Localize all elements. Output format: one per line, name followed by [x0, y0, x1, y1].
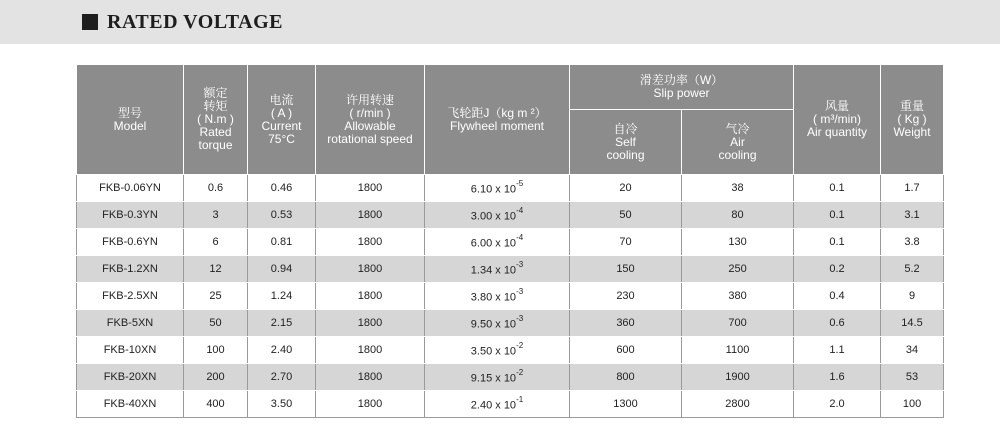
- section-title: [82, 8, 283, 36]
- header-slip-zh: 滑差功率（W）: [639, 73, 724, 87]
- section-title-text: RATED VOLTAGE: [107, 10, 283, 33]
- header-flywheel: [425, 65, 570, 175]
- cell-torque: 50: [184, 310, 248, 337]
- cell-air: 38: [682, 175, 794, 202]
- cell-model: FKB-0.06YN: [77, 175, 184, 202]
- header-weight-en: ( Kg ) Weight: [893, 112, 931, 139]
- header-model-en: Model: [113, 118, 147, 133]
- flywheel-mantissa: 2.40 x 10: [470, 399, 517, 412]
- header-speed-en: ( r/min ) Allowable rotational speed: [327, 105, 413, 146]
- table-body: [77, 175, 944, 418]
- flywheel-exponent: -3: [516, 286, 524, 296]
- header-airq-en: Air quantity: [807, 125, 868, 139]
- cell-airq: 1.1: [794, 337, 881, 364]
- cell-self: 150: [570, 256, 682, 283]
- cell-speed: 1800: [316, 310, 425, 337]
- rated-voltage-table: [76, 64, 944, 418]
- cell-self: 800: [570, 364, 682, 391]
- cell-current: 0.81: [248, 229, 316, 256]
- cell-flywheel: [425, 391, 570, 418]
- cell-air: 2800: [682, 391, 794, 418]
- cell-model: FKB-20XN: [77, 364, 184, 391]
- header-torque: [184, 65, 248, 175]
- cell-airq: 1.6: [794, 364, 881, 391]
- table-row: [77, 391, 944, 418]
- table-row: [77, 337, 944, 364]
- cell-speed: 1800: [316, 175, 425, 202]
- flywheel-mantissa: 3.80 x 10: [470, 291, 517, 304]
- header-air-quantity: [794, 65, 881, 175]
- header-self-zh: 自冷: [613, 121, 638, 136]
- header-flywheel-en: Flywheel moment: [449, 118, 545, 133]
- cell-model: FKB-5XN: [77, 310, 184, 337]
- cell-speed: 1800: [316, 256, 425, 283]
- flywheel-exponent: -3: [516, 259, 524, 269]
- cell-self: 360: [570, 310, 682, 337]
- cell-model: FKB-10XN: [77, 337, 184, 364]
- cell-weight: 34: [881, 337, 944, 364]
- cell-flywheel: [425, 229, 570, 256]
- cell-model: FKB-1.2XN: [77, 256, 184, 283]
- header-current-en: ( A ) Current 75°C: [261, 105, 302, 146]
- header-self-cooling: [570, 110, 682, 175]
- cell-torque: 200: [184, 364, 248, 391]
- cell-torque: 0.6: [184, 175, 248, 202]
- cell-torque: 3: [184, 202, 248, 229]
- header-weight-zh: 重量: [900, 99, 925, 113]
- cell-self: 70: [570, 229, 682, 256]
- cell-self: 50: [570, 202, 682, 229]
- cell-air: 380: [682, 283, 794, 310]
- header-slip-power: [570, 65, 794, 110]
- flywheel-mantissa: 1.34 x 10: [470, 264, 517, 277]
- header-self-en: Self cooling: [606, 134, 645, 162]
- cell-self: 600: [570, 337, 682, 364]
- cell-airq: 0.4: [794, 283, 881, 310]
- cell-airq: 0.2: [794, 256, 881, 283]
- cell-torque: 25: [184, 283, 248, 310]
- cell-current: 2.15: [248, 310, 316, 337]
- header-air-zh: 气冷: [725, 121, 750, 136]
- flywheel-exponent: -4: [516, 232, 524, 242]
- table-row: [77, 283, 944, 310]
- cell-speed: 1800: [316, 283, 425, 310]
- cell-torque: 100: [184, 337, 248, 364]
- cell-torque: 6: [184, 229, 248, 256]
- flywheel-mantissa: 3.50 x 10: [470, 345, 517, 358]
- table-row: [77, 310, 944, 337]
- cell-air: 1900: [682, 364, 794, 391]
- cell-self: 230: [570, 283, 682, 310]
- header-current: [248, 65, 316, 175]
- cell-model: FKB-0.6YN: [77, 229, 184, 256]
- cell-torque: 400: [184, 391, 248, 418]
- cell-weight: 3.1: [881, 202, 944, 229]
- header-speed: [316, 65, 425, 175]
- cell-speed: 1800: [316, 337, 425, 364]
- cell-self: 1300: [570, 391, 682, 418]
- cell-current: 1.24: [248, 283, 316, 310]
- table-row: [77, 364, 944, 391]
- cell-speed: 1800: [316, 391, 425, 418]
- flywheel-exponent: -2: [516, 367, 524, 377]
- table-row: [77, 229, 944, 256]
- cell-model: FKB-2.5XN: [77, 283, 184, 310]
- cell-current: 2.70: [248, 364, 316, 391]
- table-row: [77, 202, 944, 229]
- header-current-zh: 电流: [269, 92, 294, 107]
- cell-weight: 3.8: [881, 229, 944, 256]
- flywheel-mantissa: 3.00 x 10: [470, 210, 517, 223]
- cell-flywheel: [425, 256, 570, 283]
- table-row: [77, 256, 944, 283]
- flywheel-mantissa: 9.50 x 10: [470, 318, 517, 331]
- cell-airq: 0.1: [794, 202, 881, 229]
- cell-weight: 100: [881, 391, 944, 418]
- cell-current: 0.94: [248, 256, 316, 283]
- flywheel-exponent: -2: [516, 340, 524, 350]
- cell-current: 3.50: [248, 391, 316, 418]
- cell-current: 0.53: [248, 202, 316, 229]
- cell-flywheel: [425, 202, 570, 229]
- flywheel-exponent: -3: [516, 313, 524, 323]
- cell-airq: 0.6: [794, 310, 881, 337]
- header-model: [77, 65, 184, 175]
- cell-model: FKB-40XN: [77, 391, 184, 418]
- header-airq-zh: 风量: [825, 99, 850, 113]
- flywheel-mantissa: 6.10 x 10: [470, 183, 517, 196]
- cell-air: 1100: [682, 337, 794, 364]
- cell-torque: 12: [184, 256, 248, 283]
- header-air-cooling: [682, 110, 794, 175]
- cell-model: FKB-0.3YN: [77, 202, 184, 229]
- cell-airq: 0.1: [794, 229, 881, 256]
- cell-self: 20: [570, 175, 682, 202]
- cell-weight: 9: [881, 283, 944, 310]
- header-airq-unit: ( m³/min): [813, 112, 862, 126]
- cell-airq: 2.0: [794, 391, 881, 418]
- header-model-zh: 型号: [117, 105, 142, 120]
- cell-weight: 14.5: [881, 310, 944, 337]
- flywheel-mantissa: 9.15 x 10: [470, 372, 517, 385]
- square-bullet-icon: [82, 14, 98, 30]
- cell-flywheel: [425, 337, 570, 364]
- cell-air: 250: [682, 256, 794, 283]
- cell-air: 80: [682, 202, 794, 229]
- cell-speed: 1800: [316, 364, 425, 391]
- header-flywheel-zh: 飞轮距J（kg m ²）: [447, 105, 547, 120]
- flywheel-exponent: -4: [516, 205, 524, 215]
- header-air-en: Air cooling: [718, 134, 757, 162]
- cell-speed: 1800: [316, 202, 425, 229]
- cell-weight: 5.2: [881, 256, 944, 283]
- cell-airq: 0.1: [794, 175, 881, 202]
- table-row: [77, 175, 944, 202]
- header-weight: [881, 65, 944, 175]
- cell-weight: 1.7: [881, 175, 944, 202]
- cell-flywheel: [425, 283, 570, 310]
- header-torque-en: ( N.m ) Rated torque: [197, 112, 234, 152]
- cell-weight: 53: [881, 364, 944, 391]
- cell-air: 700: [682, 310, 794, 337]
- cell-air: 130: [682, 229, 794, 256]
- cell-flywheel: [425, 364, 570, 391]
- cell-current: 2.40: [248, 337, 316, 364]
- flywheel-exponent: -5: [516, 178, 524, 188]
- header-torque-zh: 额定 转矩: [203, 86, 228, 113]
- flywheel-exponent: -1: [516, 394, 524, 404]
- header-speed-zh: 许用转速: [345, 92, 394, 107]
- header-slip-en: Slip power: [653, 86, 710, 100]
- flywheel-mantissa: 6.00 x 10: [470, 237, 517, 250]
- cell-flywheel: [425, 175, 570, 202]
- cell-flywheel: [425, 310, 570, 337]
- cell-speed: 1800: [316, 229, 425, 256]
- cell-current: 0.46: [248, 175, 316, 202]
